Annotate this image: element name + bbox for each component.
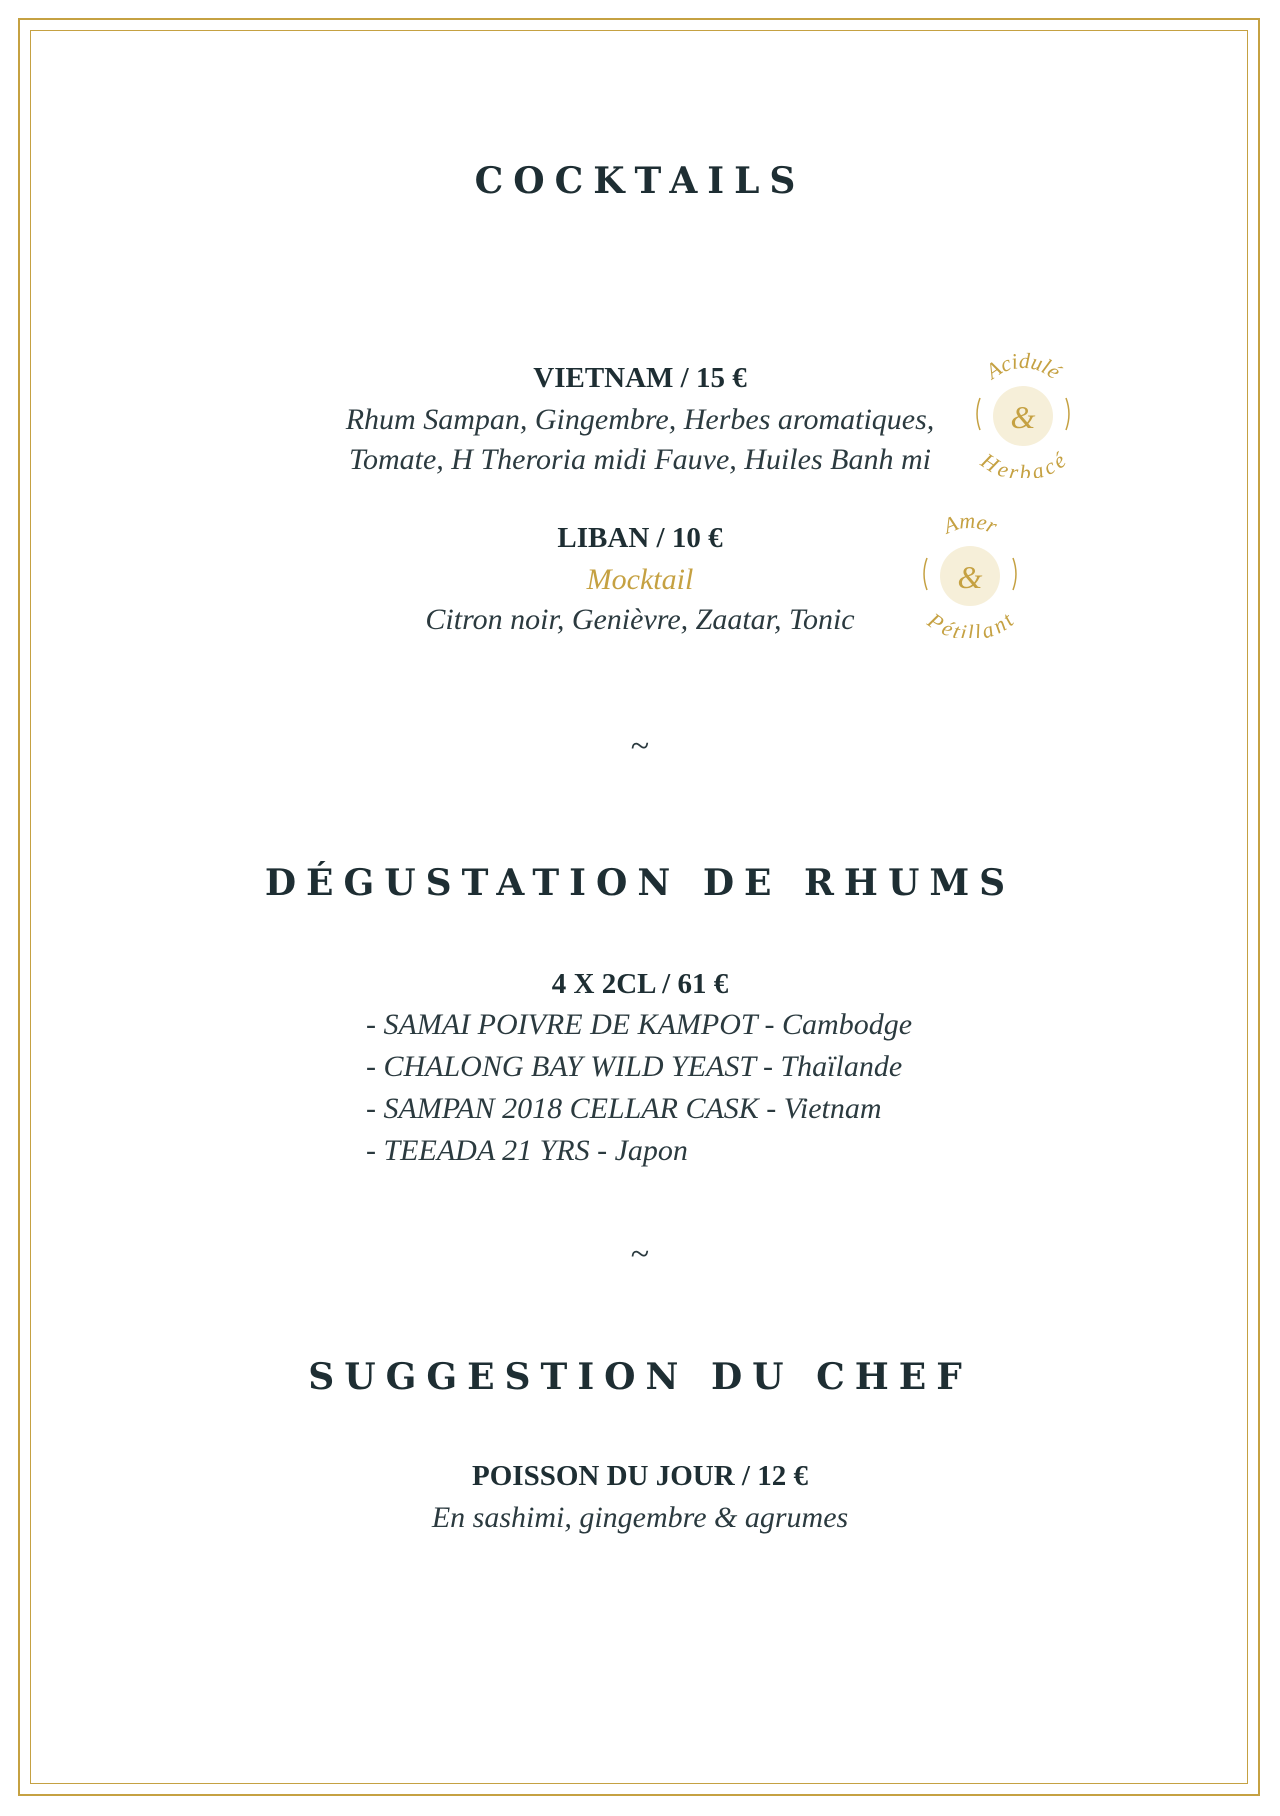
liban-name: LIBAN / 10 € xyxy=(557,522,723,554)
svg-text:Pétillant xyxy=(922,607,1018,638)
vietnam-ingredients-2: Tomate, H Theroria midi Fauve, Huiles Banh mi xyxy=(349,443,931,476)
liban-ingredients: Citron noir, Genièvre, Zaatar, Tonic xyxy=(425,603,855,636)
svg-text:Amer xyxy=(938,508,1002,539)
badge-top-label: Amer xyxy=(939,508,1002,539)
chef-item: POISSON DU JOUR / 12 € xyxy=(472,1460,808,1492)
badge-ampersand: & xyxy=(957,559,983,595)
vietnam-name: VIETNAM / 15 € xyxy=(533,362,747,394)
separator-tilde-1: ~ xyxy=(630,728,650,765)
badge-top-label: Acidulé xyxy=(980,348,1066,384)
cocktails-title: COCKTAILS xyxy=(474,160,806,202)
badge-bracket-right xyxy=(1066,398,1069,430)
rhums-offer: 4 X 2CL / 61 € xyxy=(551,968,729,1000)
rhums-list xyxy=(366,1004,912,1172)
badge-bottom-label: Herbacé xyxy=(976,447,1071,478)
chef-description: En sashimi, gingembre & agrumes xyxy=(431,1501,849,1534)
flavor-badge-amer-petillant xyxy=(905,508,1035,642)
badge-bracket-left xyxy=(977,398,980,430)
flavor-badge-acidule-herbace xyxy=(958,348,1088,482)
chef-title: SUGGESTION DU CHEF xyxy=(308,1356,972,1398)
svg-text:Herbacé xyxy=(976,447,1072,478)
vietnam-ingredients-1: Rhum Sampan, Gingembre, Herbes aromatiques, xyxy=(345,403,935,436)
badge-bracket-left xyxy=(924,558,927,590)
separator-tilde-2: ~ xyxy=(630,1236,650,1273)
svg-text:Acidulé xyxy=(979,348,1067,385)
list-item: - SAMAI POIVRE DE KAMPOT - Cambodge xyxy=(366,1008,913,1041)
list-item: - SAMPAN 2018 CELLAR CASK - Vietnam xyxy=(366,1092,882,1125)
badge-bottom-label: Pétillant xyxy=(923,607,1018,638)
liban-subtitle: Mocktail xyxy=(586,563,694,596)
badge-ampersand: & xyxy=(1010,399,1036,435)
list-item: - TEEADA 21 YRS - Japon xyxy=(366,1134,688,1167)
list-item: - CHALONG BAY WILD YEAST - Thaïlande xyxy=(366,1050,903,1083)
badge-bracket-right xyxy=(1013,558,1016,590)
rhums-title: DÉGUSTATION DE RHUMS xyxy=(264,862,1016,904)
